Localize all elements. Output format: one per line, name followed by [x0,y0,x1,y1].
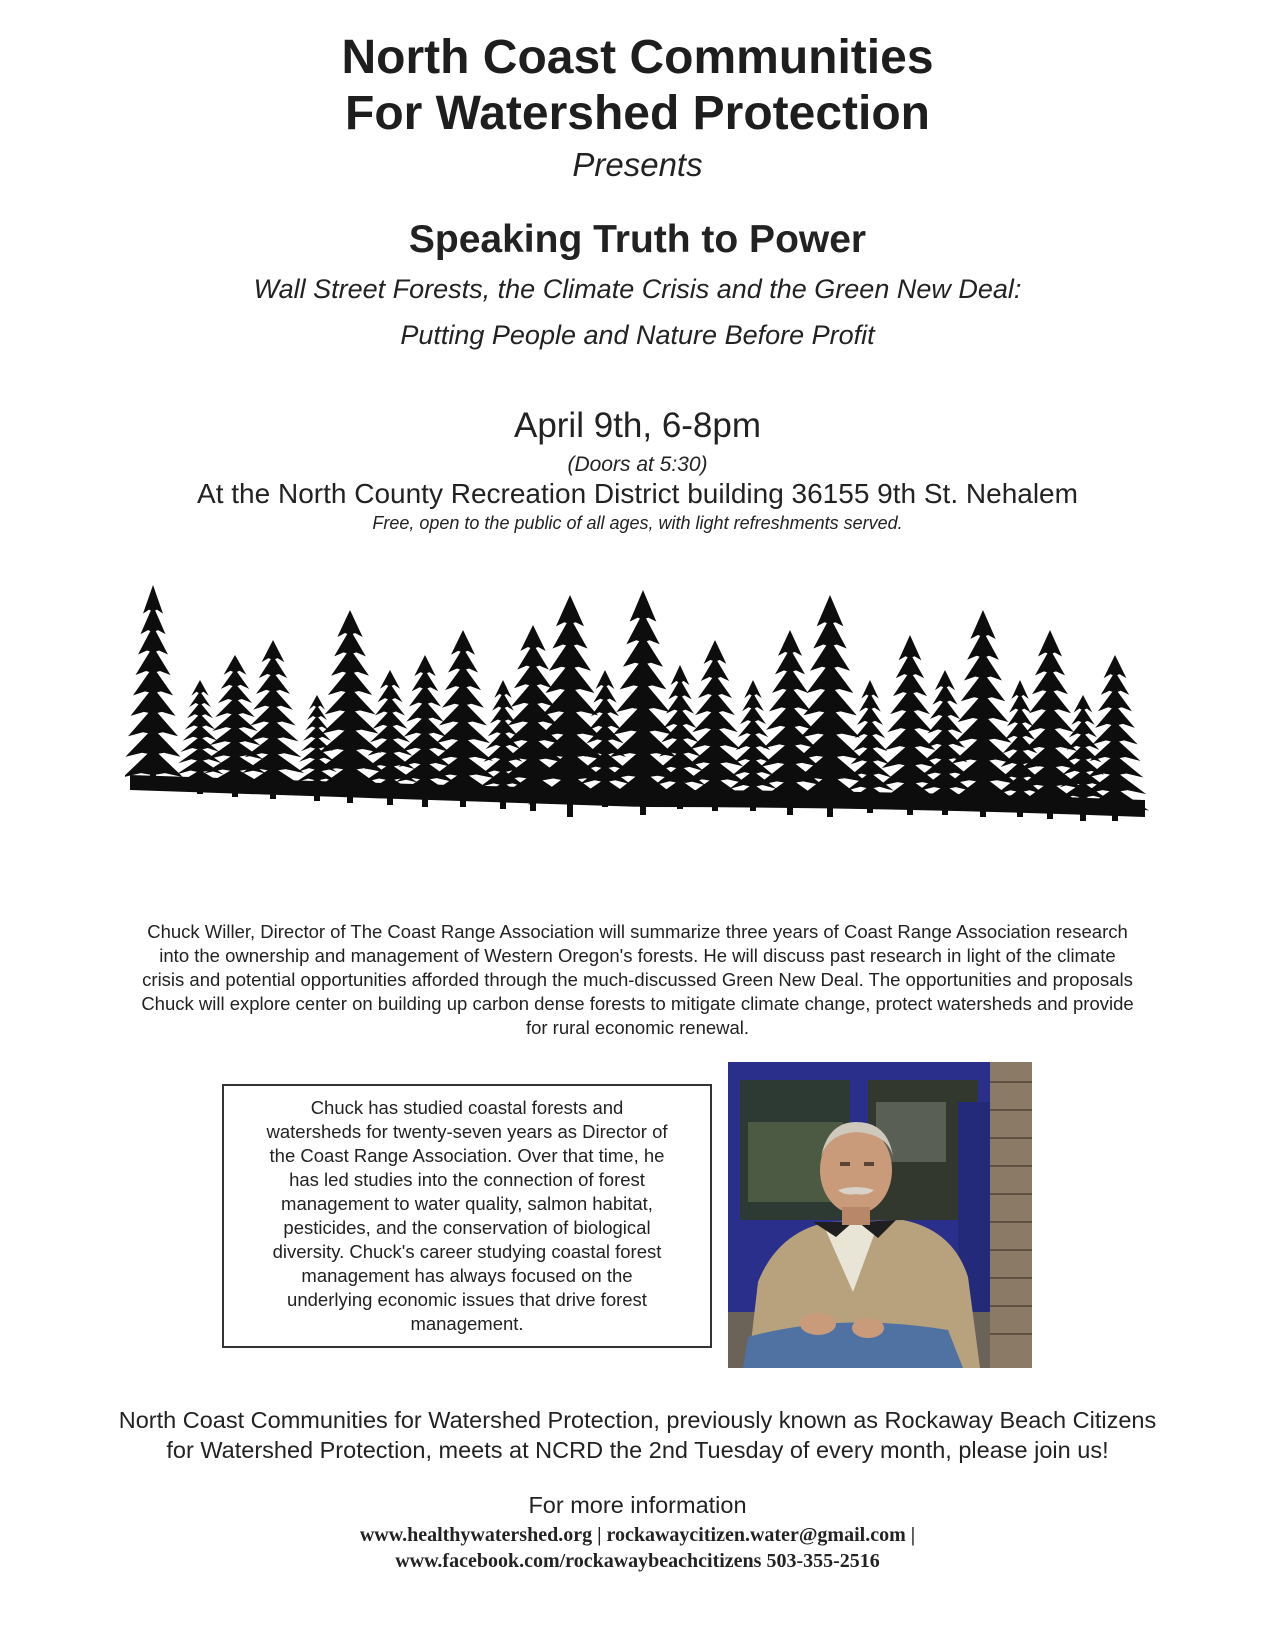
bio-line: management to water quality, salmon habitat, [281,1193,653,1214]
presents-label: Presents [572,146,703,183]
pine-tree-shape [876,635,944,804]
intro-line: Chuck Willer, Director of The Coast Range Association will summarize three years of Coast Range Association research [147,921,1128,942]
bio-line: has led studies into the connection of forest [289,1169,645,1190]
event-location: At the North County Recreation District building 36155 9th St. Nehalem [197,478,1078,509]
meeting-line: North Coast Communities for Watershed Protection, previously known as Rockaway Beach Citizens [118,1407,1157,1433]
bio-line: Chuck has studied coastal forests and [310,1097,624,1118]
pine-tree-shape [844,680,896,804]
bio-line: diversity. Chuck's career studying coastal forest [272,1241,662,1262]
intro-line: for rural economic renewal. [525,1017,750,1038]
event-admission: Free, open to the public of all ages, with light refreshments served. [372,513,903,533]
event-subtitle-line1: Wall Street Forests, the Climate Crisis and the Green New Deal: [253,274,1022,304]
bio-line: the Coast Range Association. Over that time, he [269,1145,665,1166]
meeting-info [60,1405,1215,1465]
event-title: Speaking Truth to Power [408,218,867,261]
intro-paragraph [70,920,1205,1040]
event-doors-time: (Doors at 5:30) [567,453,708,476]
speaker-photo [728,1062,1032,1368]
contact-links-line2[interactable]: www.facebook.com/rockawaybeachcitizens 503-355-2516 [395,1550,880,1572]
intro-line: into the ownership and management of Western Oregon's forests. He will discuss past research in light of the climate [159,945,1116,966]
bio-box [222,1084,712,1348]
bio-line: management. [410,1313,524,1334]
meeting-line: for Watershed Protection, meets at NCRD the 2nd Tuesday of every month, please join us! [166,1437,1109,1463]
tree-line-illustration [125,585,1150,845]
bio-line: pesticides, and the conservation of biological [283,1217,651,1238]
org-title-line1: North Coast Communities [341,31,934,84]
bio-line: watersheds for twenty-seven years as Director of [266,1121,668,1142]
org-title [0,30,1275,142]
bio-line: management has always focused on the [301,1265,633,1286]
pine-tree-shape [125,585,183,777]
intro-line: Chuck will explore center on building up carbon dense forests to mitigate climate change, protect watersheds and provide [141,993,1134,1014]
bio-line: underlying economic issues that drive forest [287,1289,647,1310]
intro-line: crisis and potential opportunities afforded through the much-discussed Green New Deal. The opportunities and proposals [142,969,1133,990]
org-title-line2: For Watershed Protection [345,87,930,140]
contact-links-line1[interactable]: www.healthywatershed.org | rockawaycitizen.water@gmail.com | [359,1524,916,1546]
more-info-heading: For more information [528,1492,747,1518]
event-subtitle-line2: Putting People and Nature Before Profit [400,320,875,350]
event-date-time: April 9th, 6-8pm [513,406,762,445]
